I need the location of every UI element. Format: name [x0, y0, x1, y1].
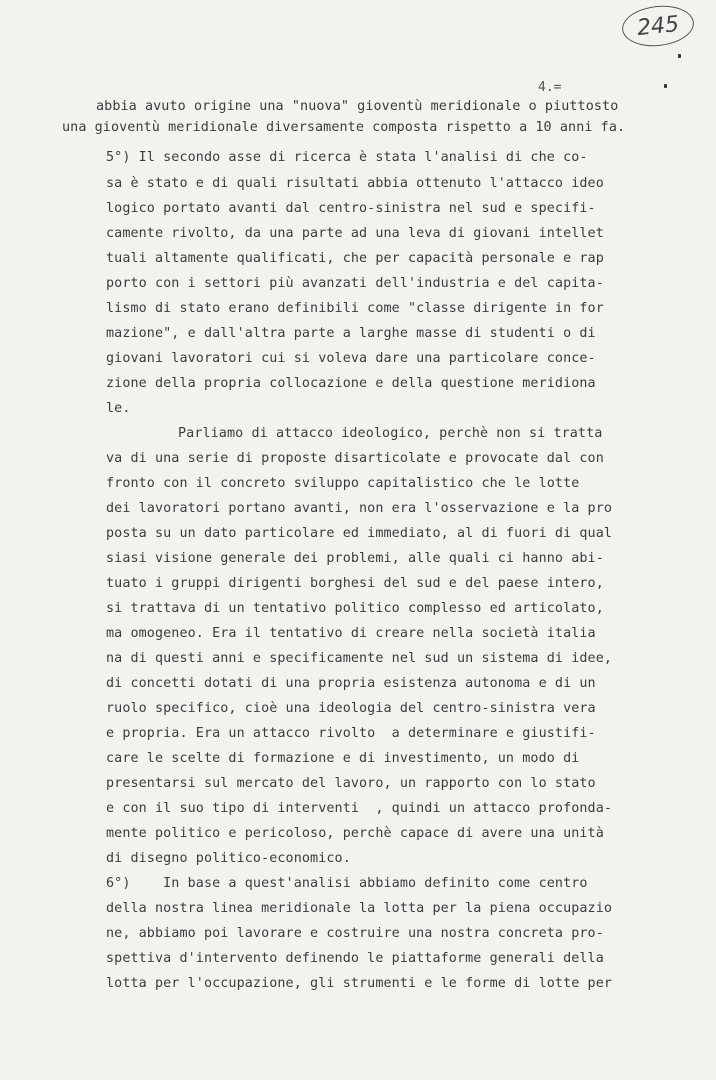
text-line: ruolo specifico, cioè una ideologia del centro-sinistra vera: [106, 701, 596, 716]
text-line: mazione", e dall'altra parte a larghe masse di studenti o di: [106, 326, 596, 341]
text-line: di disegno politico-economico.: [106, 851, 351, 866]
text-line: mente politico e pericoloso, perchè capace di avere una unità: [106, 826, 604, 841]
text-line: della nostra linea meridionale la lotta per la piena occupazio: [106, 901, 613, 916]
text-line: va di una serie di proposte disarticolate e provocate dal con: [106, 451, 604, 466]
text-line: le.: [106, 401, 131, 416]
text-line: presentarsi sul mercato del lavoro, un rapporto con lo stato: [106, 776, 596, 791]
text-line: tuato i gruppi dirigenti borghesi del sud e del paese intero,: [106, 576, 604, 591]
text-line: Parliamo di attacco ideologico, perchè non si tratta: [178, 426, 603, 441]
text-line: di concetti dotati di una propria esistenza autonoma e di un: [106, 676, 596, 691]
text-line: lismo di stato erano definibili come "classe dirigente in for: [106, 301, 604, 316]
ink-dot: [664, 84, 667, 88]
text-line: e propria. Era un attacco rivolto a determinare e giustifi-: [106, 726, 596, 741]
archive-number-stamp: [620, 2, 696, 49]
text-line: si trattava di un tentativo politico complesso ed articolato,: [106, 601, 604, 616]
text-line: lotta per l'occupazione, gli strumenti e le forme di lotte per: [106, 976, 613, 991]
text-line: camente rivolto, da una parte ad una leva di giovani intellet: [106, 226, 604, 241]
text-line: spettiva d'intervento definendo le piattaforme generali della: [106, 951, 604, 966]
text-line: siasi visione generale dei problemi, alle quali ci hanno abi-: [106, 551, 604, 566]
text-line: ma omogeneo. Era il tentativo di creare nella società italia: [106, 626, 596, 641]
text-line: porto con i settori più avanzati dell'industria e del capita-: [106, 276, 604, 291]
text-line: abbia avuto origine una "nuova" gioventù meridionale o piuttosto: [96, 99, 619, 114]
text-line: 5°) Il secondo asse di ricerca è stata l'analisi di che co-: [106, 150, 588, 165]
text-line: una gioventù meridionale diversamente composta rispetto a 10 anni fa.: [62, 120, 626, 135]
page-number: 4.=: [538, 80, 562, 95]
text-line: dei lavoratori portano avanti, non era l'osservazione e la pro: [106, 501, 613, 516]
text-line: logico portato avanti dal centro-sinistra nel sud e specifi-: [106, 201, 596, 216]
archive-number: 245: [635, 11, 681, 41]
text-line: posta su un dato particolare ed immediato, al di fuori di qual: [106, 526, 613, 541]
text-line: 6°) In base a quest'analisi abbiamo definito come centro: [106, 876, 588, 891]
text-line: fronto con il concreto sviluppo capitalistico che le lotte: [106, 476, 580, 491]
text-line: care le scelte di formazione e di investimento, un modo di: [106, 751, 580, 766]
text-line: na di questi anni e specificamente nel sud un sistema di idee,: [106, 651, 613, 666]
text-line: zione della propria collocazione e della questione meridiona: [106, 376, 596, 391]
text-line: sa è stato e di quali risultati abbia ottenuto l'attacco ideo: [106, 176, 604, 191]
text-line: e con il suo tipo di interventi , quindi un attacco profonda-: [106, 801, 613, 816]
text-line: ne, abbiamo poi lavorare e costruire una nostra concreta pro-: [106, 926, 604, 941]
text-line: giovani lavoratori cui si voleva dare una particolare conce-: [106, 351, 596, 366]
text-line: tuali altamente qualificati, che per capacità personale e rap: [106, 251, 604, 266]
ink-dot: [678, 54, 681, 58]
